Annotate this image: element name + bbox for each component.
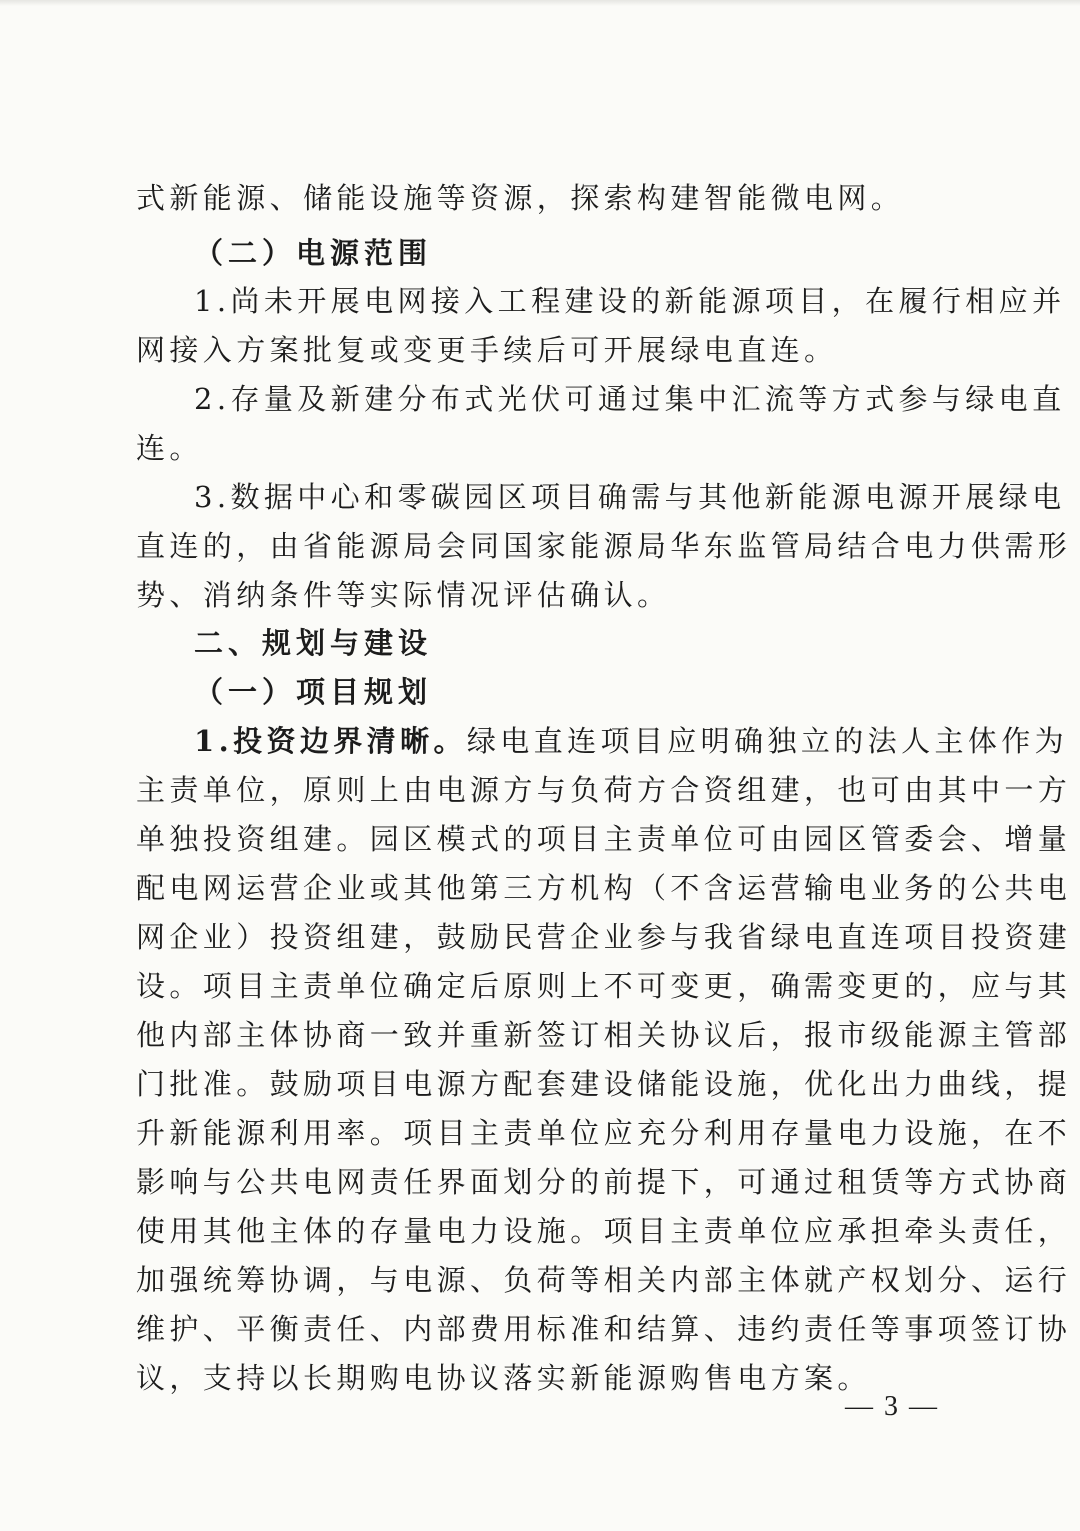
paragraph-line: 设。项目主责单位确定后原则上不可变更，确需变更的，应与其 [136,969,1072,1003]
paragraph-line: 配电网运营企业或其他第三方机构（不含运营输电业务的公共电 [136,871,1072,905]
section-heading-project-planning: （一）项目规划 [194,675,433,709]
paragraph-line: 3.数据中心和零碳园区项目确需与其他新能源电源开展绿电 [194,480,1066,514]
paragraph-line: 势、消纳条件等实际情况评估确认。 [136,578,671,612]
paragraph-line: 1.尚未开展电网接入工程建设的新能源项目，在履行相应并 [194,284,1066,318]
paragraph-line: 2.存量及新建分布式光伏可通过集中汇流等方式参与绿电直 [194,382,1066,416]
paragraph-line: 使用其他主体的存量电力设施。项目主责单位应承担牵头责任， [136,1214,1072,1248]
paragraph-line: 议，支持以长期购电协议落实新能源购售电方案。 [136,1361,871,1395]
paragraph-line: 连。 [136,431,203,465]
paragraph-line: 门批准。鼓励项目电源方配套建设储能设施，优化出力曲线，提 [136,1067,1072,1101]
paragraph-line: 影响与公共电网责任界面划分的前提下，可通过租赁等方式协商 [136,1165,1072,1199]
paragraph-line: 直连的，由省能源局会同国家能源局华东监管局结合电力供需形 [136,529,1072,563]
paragraph-line: 维护、平衡责任、内部费用标准和结算、违约责任等事项签订协 [136,1312,1072,1346]
paragraph-text: 绿电直连项目应明确独立的法人主体作为 [466,724,1069,758]
paragraph-line: 网企业）投资组建，鼓励民营企业参与我省绿电直连项目投资建 [136,920,1072,954]
scan-top-edge [0,0,1080,6]
page-number: — 3 — [845,1391,939,1422]
paragraph-line: 主责单位，原则上由电源方与负荷方合资组建，也可由其中一方 [136,773,1072,807]
paragraph-line: 单独投资组建。园区模式的项目主责单位可由园区管委会、增量 [136,822,1072,856]
bold-lead-text: 1.投资边界清晰。 [194,724,467,758]
paragraph-line: 他内部主体协商一致并重新签订相关协议后，报市级能源主管部 [136,1018,1072,1052]
paragraph-line: 升新能源利用率。项目主责单位应充分利用存量电力设施，在不 [136,1116,1072,1150]
chapter-heading-planning-construction: 二、规划与建设 [194,626,433,660]
paragraph-line: 式新能源、储能设施等资源，探索构建智能微电网。 [136,181,905,215]
paragraph-line: 加强统筹协调，与电源、负荷等相关内部主体就产权划分、运行 [136,1263,1072,1297]
paragraph-line: 网接入方案批复或变更手续后可开展绿电直连。 [136,333,838,367]
paragraph-line-with-bold-lead [194,721,1068,761]
section-heading-power-source-scope: （二）电源范围 [194,236,433,270]
